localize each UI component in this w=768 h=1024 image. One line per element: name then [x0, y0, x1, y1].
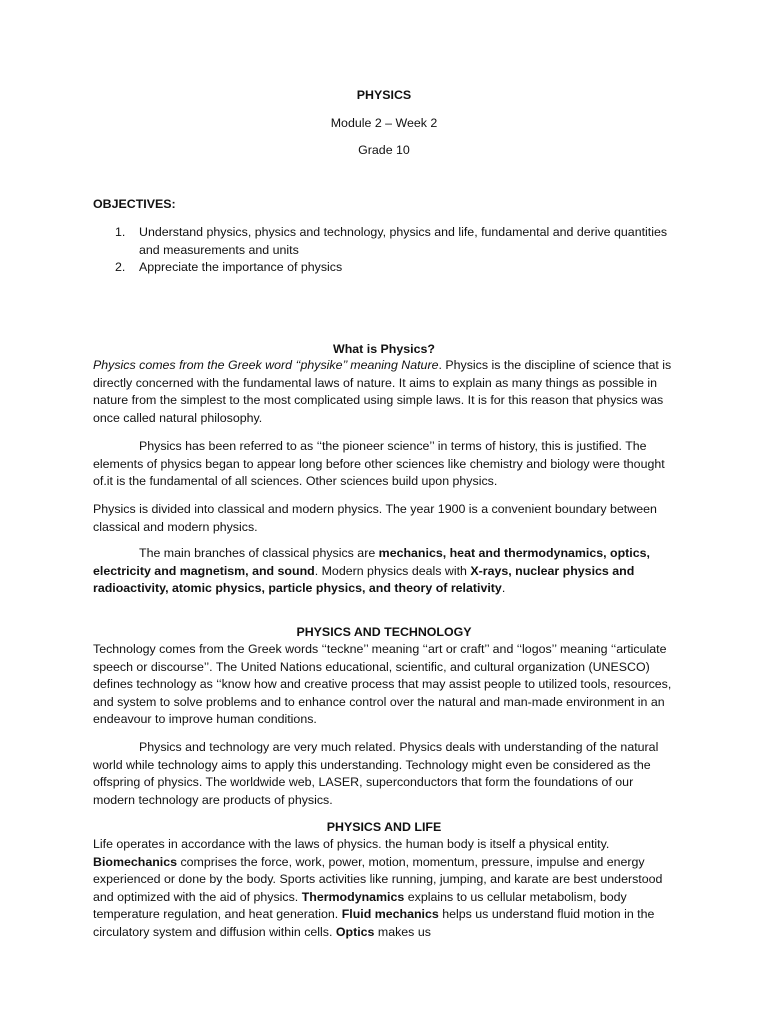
- fluid-mechanics-term: Fluid mechanics: [341, 907, 439, 922]
- optics-term: Optics: [335, 924, 375, 939]
- what-is-physics-paragraph-3: Physics is divided into classical and modern physics. The year 1900 is a convenient boundary between classical and modern physics.: [93, 502, 657, 534]
- objectives-list: [93, 224, 675, 277]
- physics-and-technology-heading: PHYSICS AND TECHNOLOGY: [296, 625, 472, 639]
- classical-branches-bold: mechanics, heat and thermodynamics, optics, electricity and magnetism, and sound: [93, 546, 650, 578]
- what-is-physics-paragraph-1: Physics comes from the Greek word ‘‘physike’’ meaning Nature. Physics is the discipline of science that is directly concerned with the fundamental laws of nature. It aims to explain as many things as possible in nature from the simplest to the most complicated using simple laws. It is for this reason that physics was once called natural philosophy.: [93, 358, 672, 425]
- objective-item: [93, 259, 675, 277]
- physics-and-life-paragraph: Life operates in accordance with the laws of physics. the human body is itself a physical entity. Biomechanics comprises the force, work, power, motion, momentum, pressure, impulse and energy experienced or done by the body. Sports activities like running, jumping, and karate are best understood and optimized with the aid of physics. Thermodynamics explains to us cellular metabolism, body temperature regulation, and heat generation. Fluid mechanics helps us understand fluid motion in the circulatory system and diffusion within cells. Optics makes us: [93, 837, 663, 939]
- what-is-physics-heading: What is Physics?: [333, 342, 435, 356]
- objective-text: Understand physics, physics and technology, physics and life, fundamental and derive quantities and measurements and units: [139, 225, 668, 257]
- objective-item: [93, 224, 675, 259]
- document-title: PHYSICS: [356, 88, 412, 102]
- module-week-label: Module 2 – Week 2: [330, 116, 438, 130]
- what-is-physics-paragraph-4: The main branches of classical physics are mechanics, heat and thermodynamics, optics, electricity and magnetism, and sound. Modern physics deals with X-rays, nuclear physics and radioactivity, atomic physics, particle physics, and theory of relativity.: [93, 546, 650, 596]
- physics-and-technology-paragraph-1: Technology comes from the Greek words ‘‘teckne’’ meaning ‘‘art or craft’’ and ‘‘logos’’ meaning ‘‘articulate speech or discourse’’. The United Nations educational, scientific, and cultural organization (UNESCO) defines technology as ‘‘know how and creative process that may assist people to utilized tools, resources, and system to solve problems and to enhance control over the natural and man-made environment in an endeavour to improve human conditions.: [93, 642, 672, 727]
- what-is-physics-paragraph-2: Physics has been referred to as ‘‘the pioneer science’’ in terms of history, this is justified. The elements of physics began to appear long before other sciences like chemistry and biology were thought of.it is the fundamental of all sciences. Other sciences build upon physics.: [93, 439, 665, 489]
- grade-label: Grade 10: [358, 143, 410, 157]
- thermodynamics-term: Thermodynamics: [301, 889, 405, 904]
- objective-number: 1.: [115, 225, 126, 239]
- objective-text: Appreciate the importance of physics: [139, 260, 343, 275]
- modern-branches-bold: X-rays, nuclear physics and radioactivity, atomic physics, particle physics, and theory of relativity: [93, 563, 635, 596]
- biomechanics-term: Biomechanics: [93, 854, 178, 869]
- physics-and-life-heading: PHYSICS AND LIFE: [326, 820, 442, 834]
- objectives-heading: OBJECTIVES:: [93, 197, 176, 211]
- objective-number: 2.: [115, 260, 126, 275]
- greek-origin-italic: Physics comes from the Greek word ‘‘physike’’ meaning Nature: [93, 358, 439, 372]
- physics-and-technology-paragraph-2: Physics and technology are very much related. Physics deals with understanding of the natural world while technology aims to apply this understanding. Technology might even be considered as the offspring of physics. The worldwide web, LASER, superconductors that form the foundations of our modern technology are products of physics.: [93, 740, 659, 807]
